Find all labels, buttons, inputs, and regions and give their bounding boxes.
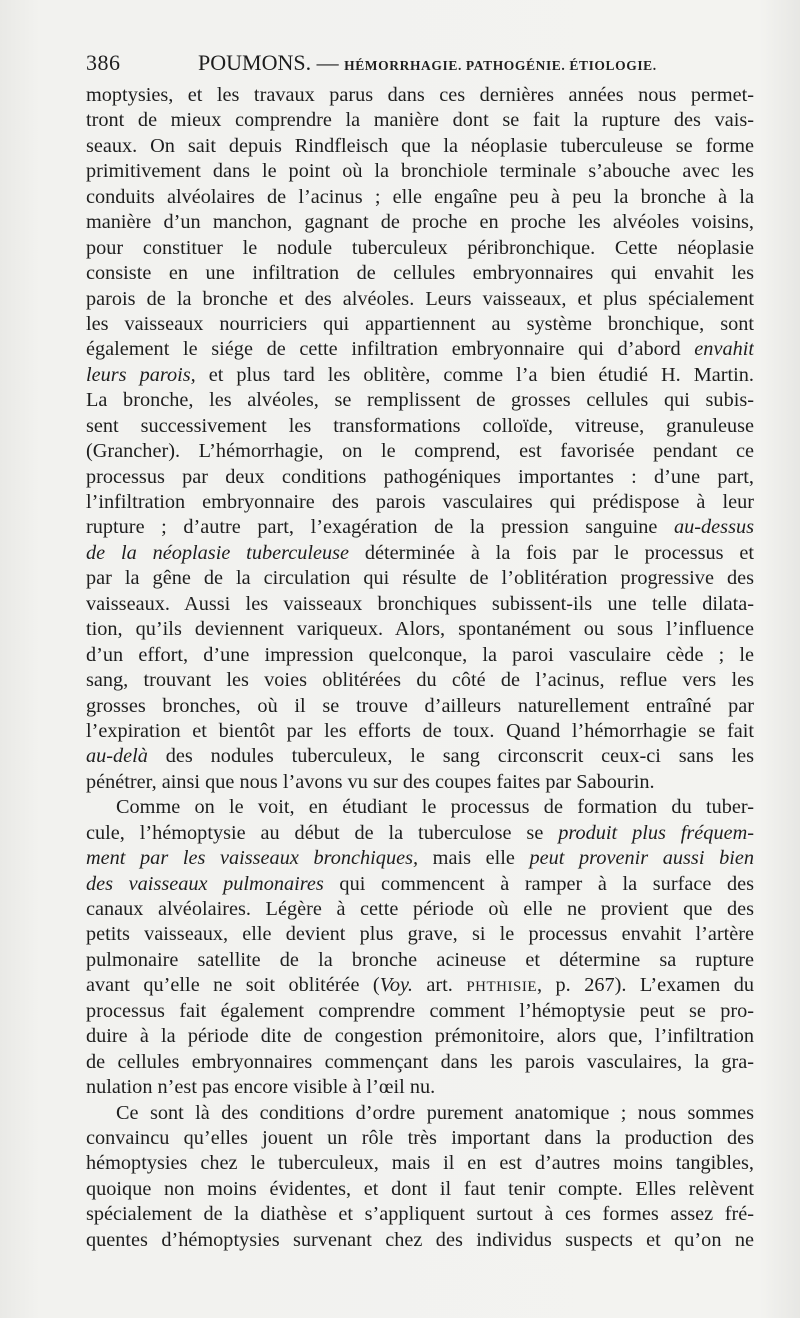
text-line: [86, 1151, 754, 1176]
text-span: déterminée à la fois par le processus et: [349, 541, 754, 564]
text-line: [86, 337, 754, 362]
text-span: qui commencent à ramper à la surface des: [323, 872, 754, 895]
text-span: petits vaisseaux, elle devient plus grave, si le processus envahit l’artère: [86, 923, 754, 946]
text-span: primitivement dans le point où la bronchiole terminale s’abouche avec les: [86, 160, 754, 183]
section-subtitle: HÉMORRHAGIE. PATHOGÉNIE. ÉTIOLOGIE.: [344, 58, 657, 73]
running-title: [198, 50, 657, 76]
text-span: manière d’un manchon, gagnant de proche en proche les alvéoles voisins,: [86, 211, 754, 234]
text-span: , p. 267). L’examen du: [536, 974, 754, 997]
text-span: consiste en une infiltration de cellules embryonnaires qui envahit les: [86, 262, 754, 285]
text-span: de cellules embryonnaires commençant dans les parois vasculaires, la gra-: [86, 1050, 754, 1073]
text-line: [86, 872, 754, 897]
text-line: [86, 210, 754, 235]
text-line: [86, 897, 754, 922]
text-line: [86, 566, 754, 591]
text-span: grosses bronches, où il se trouve d’ailleurs naturellement entraîné par: [86, 694, 754, 717]
text-line: [86, 541, 754, 566]
section-title: POUMONS.: [198, 50, 312, 75]
text-span: spécialement de la diathèse et s’appliquent surtout à ces formes assez fré-: [86, 1203, 754, 1226]
text-span: quentes d’hémoptysies survenant chez des individus suspects et qu’on ne: [86, 1228, 754, 1251]
text-span: La bronche, les alvéoles, se remplissent de grosses cellules qui subis-: [86, 389, 754, 412]
text-line: [86, 490, 754, 515]
text-span: par la gêne de la circulation qui résulte de l’oblitération progressive des: [86, 567, 754, 590]
italic-span: peut provenir aussi bien: [529, 847, 754, 870]
italic-span: au-delà: [86, 745, 148, 768]
text-line: [86, 261, 754, 286]
text-line: [86, 719, 754, 744]
text-line: [86, 83, 754, 108]
text-span: nulation n’est pas encore visible à l’œil nu.: [86, 1076, 436, 1099]
text-line: [86, 1177, 754, 1202]
text-span: convaincu qu’elles jouent un rôle très important dans la production des: [86, 1126, 754, 1149]
text-line: [86, 414, 754, 439]
text-line: [86, 185, 754, 210]
italic-span: produit plus fréquem-: [558, 821, 754, 844]
italic-span: leurs parois,: [86, 363, 196, 386]
text-line: [86, 287, 754, 312]
text-line: [86, 1126, 754, 1151]
text-line: [86, 846, 754, 871]
italic-span: de la néoplasie tuberculeuse: [86, 541, 350, 564]
text-line: [86, 948, 754, 973]
text-span: et plus tard les oblitère, comme l’a bien étudié H. Martin.: [195, 363, 754, 386]
text-line: [86, 821, 754, 846]
text-line: [86, 363, 754, 388]
text-line: [86, 134, 754, 159]
running-header: [86, 50, 756, 78]
text-span: cule, l’hémoptysie au début de la tuberculose se: [86, 821, 559, 844]
text-line: [86, 159, 754, 184]
text-span: pour constituer le nodule tuberculeux péribronchique. Cette néoplasie: [86, 236, 754, 259]
text-span: moptysies, et les travaux parus dans ces dernières années nous permet-: [86, 84, 754, 106]
text-span: processus fait également comprendre comment l’hémoptysie peut se pro-: [86, 999, 754, 1022]
text-line: [86, 1202, 754, 1227]
text-line: [86, 744, 754, 769]
italic-span: Voy.: [379, 974, 413, 997]
text-span: processus par deux conditions pathogéniques importantes : d’une part,: [86, 465, 754, 488]
text-span: mais elle: [418, 847, 530, 870]
text-span: conduits alvéolaires de l’acinus ; elle engaîne peu à peu la bronche à la: [86, 185, 754, 208]
text-span: hémoptysies chez le tuberculeux, mais il en est d’autres moins tangibles,: [86, 1152, 754, 1175]
text-span: également le siége de cette infiltration embryonnaire qui d’abord: [86, 338, 695, 361]
text-line: [86, 922, 754, 947]
text-line: [86, 465, 754, 490]
text-line: [86, 1050, 754, 1075]
text-span: les vaisseaux nourriciers qui appartiennent au système bronchique, sont: [86, 312, 754, 335]
page-number: 386: [86, 50, 121, 75]
text-span: sang, trouvant les voies oblitérées du côté de l’acinus, reflue vers les: [86, 669, 754, 692]
text-line: [86, 515, 754, 540]
text-span: (Grancher). L’hémorrhagie, on le comprend, est favorisée pendant ce: [86, 440, 754, 463]
text-span: parois de la bronche et des alvéoles. Leurs vaisseaux, et plus spécialement: [86, 287, 754, 310]
text-line: [86, 795, 754, 820]
text-line: [86, 1075, 754, 1100]
header-dash: —: [316, 50, 339, 75]
text-span: sent successivement les transformations colloïde, vitreuse, granuleuse: [86, 414, 754, 437]
italic-span: ment par les vaisseaux bronchiques,: [86, 847, 419, 870]
text-span: tront de mieux comprendre la manière dont se fait la rupture des vais-: [86, 109, 754, 132]
text-span: rupture ; d’autre part, l’exagération de la pression sanguine: [86, 516, 674, 539]
text-line: [86, 1101, 754, 1126]
text-span: duire à la période dite de congestion prémonitoire, alors que, l’infiltration: [86, 1025, 754, 1048]
text-line: [86, 617, 754, 642]
text-span: l’infiltration embryonnaire des parois vasculaires qui prédispose à leur: [86, 491, 754, 513]
italic-span: des vaisseaux pulmonaires: [86, 872, 324, 895]
text-span: canaux alvéolaires. Légère à cette période où elle ne provient que des: [86, 898, 754, 920]
text-line: [86, 643, 754, 668]
text-span: vaisseaux. Aussi les vaisseaux bronchiques subissent-ils une telle dilata-: [86, 592, 754, 615]
text-span: tion, qu’ils deviennent variqueux. Alors, spontanément ou sous l’influence: [86, 618, 754, 641]
text-line: [86, 388, 754, 413]
text-line: [86, 1024, 754, 1049]
text-line: [86, 668, 754, 693]
text-span: Ce sont là des conditions d’ordre purement anatomique ; nous sommes: [116, 1101, 754, 1124]
text-line: [86, 1228, 754, 1253]
italic-span: envahit: [694, 338, 754, 361]
text-line: [86, 236, 754, 261]
text-line: [86, 770, 754, 795]
body-text: [86, 83, 754, 1253]
text-line: [86, 592, 754, 617]
italic-span: au-dessus: [674, 516, 754, 539]
text-span: art.: [412, 974, 467, 997]
text-line: [86, 108, 754, 133]
text-span: pulmonaire satellite de la bronche acineuse et détermine sa rupture: [86, 948, 754, 971]
text-line: [86, 999, 754, 1024]
text-line: [86, 973, 754, 998]
text-line: [86, 312, 754, 337]
text-line: [86, 694, 754, 719]
text-span: l’expiration et bientôt par les efforts de toux. Quand l’hémorrhagie se fait: [86, 719, 754, 742]
text-span: d’un effort, d’une impression quelconque, la paroi vasculaire cède ; le: [86, 643, 754, 666]
text-span: Comme on le voit, en étudiant le processus de formation du tuber-: [116, 796, 754, 819]
text-span: seaux. On sait depuis Rindfleisch que la néoplasie tuberculeuse se forme: [86, 134, 754, 157]
small-caps-span: PHTHISIE: [466, 979, 537, 996]
text-line: [86, 439, 754, 464]
text-span: pénétrer, ainsi que nous l’avons vu sur des coupes faites par Sabourin.: [86, 770, 655, 793]
text-span: des nodules tuberculeux, le sang circonscrit ceux-ci sans les: [147, 745, 754, 768]
text-span: avant qu’elle ne soit oblitérée (: [86, 974, 380, 997]
text-span: quoique non moins évidentes, et dont il faut tenir compte. Elles relèvent: [86, 1177, 754, 1200]
